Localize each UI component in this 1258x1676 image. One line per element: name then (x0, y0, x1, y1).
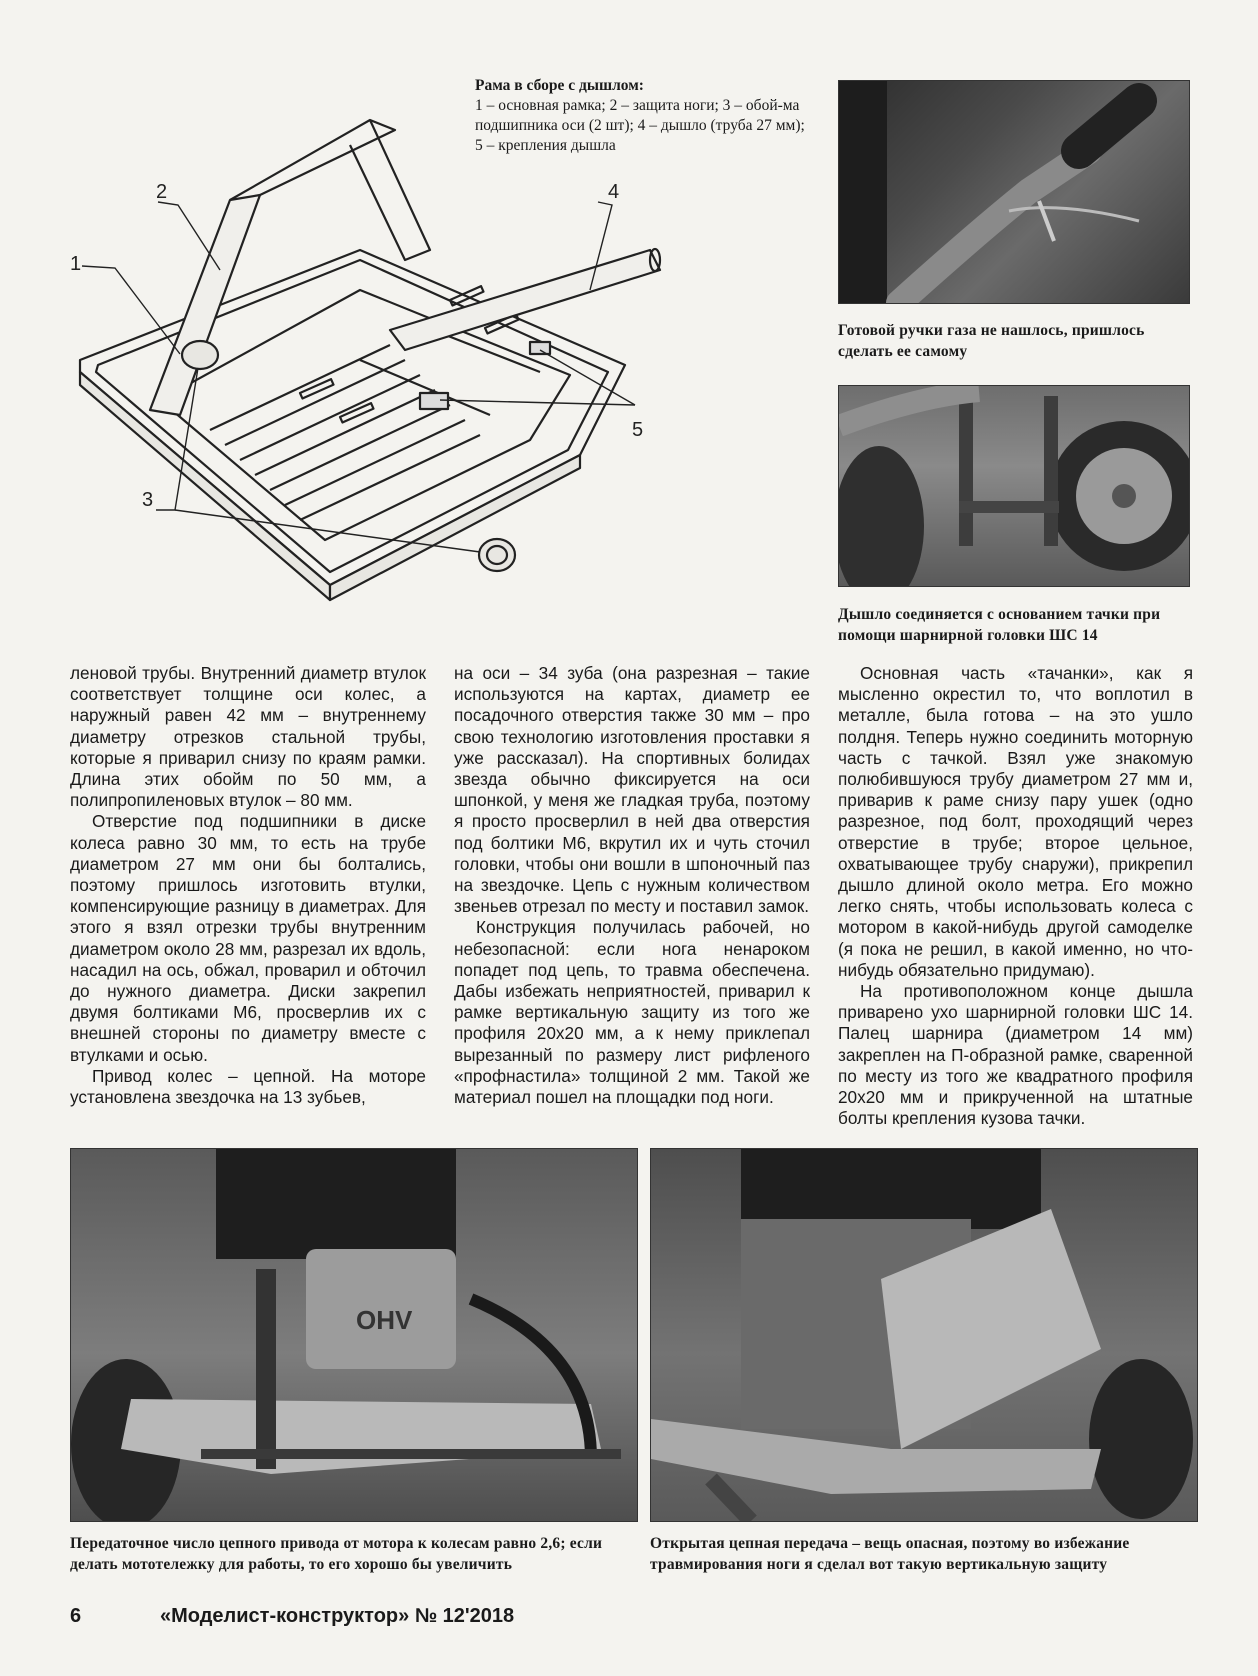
magazine-title: «Моделист-конструктор» № 12'2018 (160, 1605, 515, 1627)
text-column-3 (838, 663, 1193, 1129)
diagram-label-3: 3 (142, 489, 154, 511)
text-column-1 (70, 663, 426, 1108)
photo-engine-right (650, 1148, 1198, 1522)
paragraph: Конструкция получилась рабочей, но небезопасной: если нога ненароком попадет под цепь, то травма обеспечена. Дабы избежать неприятностей, приварил к рамке вертикальную защиту из того же профиля 20х20 мм, а к нему приклепал вырезанный по размеру лист рифленого «профнастила» толщиной 2 мм. Такой же материал пошел на площадки под ноги. (454, 917, 810, 1108)
diagram-label-1: 1 (70, 253, 82, 275)
figure-caption-title: Рама в сборе с дышлом: (475, 77, 644, 94)
caption-engine-left: Передаточное число цепного привода от мотора к колесам равно 2,6; если делать мототележку для работы, то его хорошо бы увеличить (70, 1535, 603, 1573)
paragraph: леновой трубы. Внутренний диаметр втулок соответствует толщине оси колес, а наружный равен 42 мм – внутреннему диаметру отрезков стальной трубы, которые я приварил снизу по краям рамки. Длина этих обойм по 50 мм, а полипропиленовых втулок – 80 мм. (70, 663, 426, 811)
photo-engine-left (70, 1148, 638, 1522)
photo-joint (838, 385, 1190, 587)
diagram-label-2: 2 (156, 181, 168, 203)
caption-throttle: Готовой ручки газа не нашлось, пришлось сделать ее самому (838, 322, 1145, 360)
diagram-label-4: 4 (608, 181, 620, 203)
photo-throttle-handle (838, 80, 1190, 304)
paragraph: На противоположном конце дышла приварено ухо шарнирной головки ШС 14. Палец шарнира (диаметром 14 мм) закреплен на П-образной рамке, сваренной по месту из того же квадратного профиля 20х20 мм и прикрученной на штатные болты крепления кузова тачки. (838, 981, 1193, 1129)
paragraph: на оси – 34 зуба (она разрезная – такие используются на картах, диаметр ее посадочного отверстия также 30 мм – про свою технологию изготовления проставки я уже рассказал). На спортивных болидах звезда обычно фиксируется на оси шпонкой, у меня же гладкая труба, поэтому я просто просверлил в ней два отверстия под болтики М6, вкрутил их и чуть сточил головки, чтобы они вошли в шпоночный паз на звездочке. Цепь с нужным количеством звеньев отрезал по месту и поставил замок. (454, 663, 810, 917)
paragraph: Привод колес – цепной. На моторе установлена звездочка на 13 зубьев, (70, 1065, 426, 1108)
caption-engine-right: Открытая цепная передача – вещь опасная, поэтому во избежание травмирования ноги я сделал вот такую вертикальную защиту (650, 1535, 1130, 1573)
diagram-label-5: 5 (632, 419, 644, 441)
leg-guard (150, 195, 260, 415)
engine-badge: OHV (356, 1305, 413, 1335)
paragraph: Отверстие под подшипники в диске колеса равно 30 мм, то есть на трубе диаметром 27 мм они бы болтались, поэтому пришлось изготовить втулки, компенсирующие разницу в диаметрах. Для этого я взял отрезки трубы внутренним диаметром около 28 мм, разрезал их вдоль, насадил на ось, обжал, проварил и обточил до нужного диаметра. Диски закрепил двумя болтиками М6, просверлив их с внешней стороны по диаметру вместе с втулками и осью. (70, 811, 426, 1065)
text-column-2 (454, 663, 810, 1108)
caption-joint: Дышло соединяется с основанием тачки при помощи шарнирной головки ШС 14 (838, 606, 1161, 644)
figure-caption-text: 1 – основная рамка; 2 – защита ноги; 3 – обой-ма подшипника оси (2 шт); 4 – дышло (труба 27 мм); 5 – крепления дышла (475, 97, 805, 154)
page-number: 6 (70, 1605, 82, 1627)
paragraph: Основная часть «тачанки», как я мысленно окрестил то, что воплотил в металле, была готова – на это ушло полдня. Теперь нужно соединить моторную часть с тачкой. Взял уже знакомую полюбившуюся трубу диаметром 27 мм и, приварив к раме снизу пару ушек (одно разрезное, под болт, проходящий через отверстие в трубе; второе цельное, охватывающее трубу снаружи), прикрепил дышло длиной около метра. Его можно легко снять, чтобы использовать колеса с мотором в какой-нибудь другой самоделке (я пока не решил, в какой именно, но что-нибудь обязательно придумаю). (838, 663, 1193, 980)
frame-diagram (60, 110, 720, 650)
